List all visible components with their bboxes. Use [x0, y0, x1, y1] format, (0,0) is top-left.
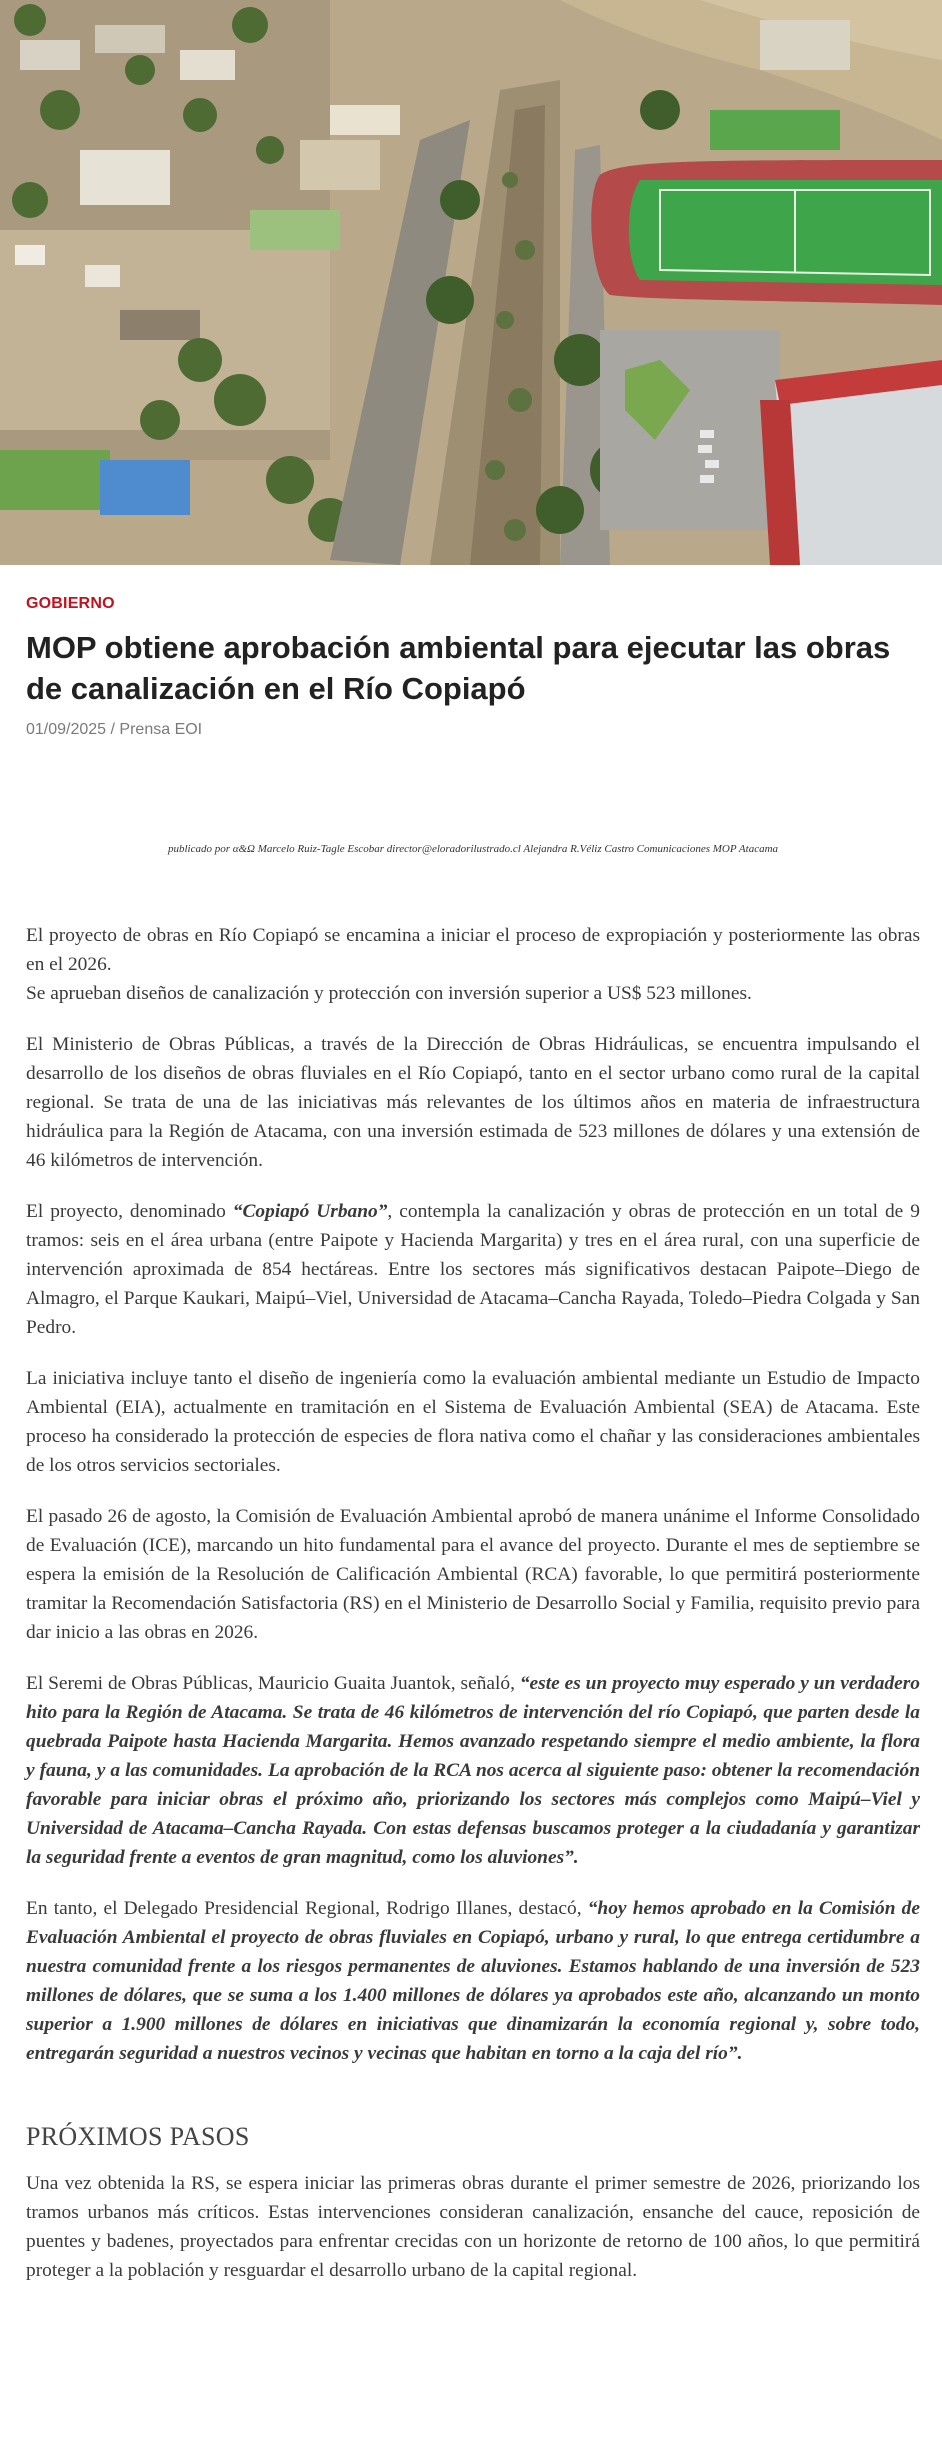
seremi-quote: “este es un proyecto muy esperado y un verdadero hito para la Región de Atacama. Se trata de 46 kilómetros de intervención del río Copiapó, que parten desde la quebrada Paipote hasta Hacienda Margarita. Hemos avanzado respetando siempre el medio ambiente, la flora y fauna, y a las comunidades. La aprobación de la RCA nos acerca al siguiente paso: obtener la recomendación favorable para iniciar obras el próximo año, priorizando los sectores más complejos como Maipú–Viel y Universidad de Atacama–Cancha Rayada. Con estas defensas buscamos proteger a la ciudadanía y garantizar la seguridad frente a eventos de gran magnitud, como los aluviones”. — [26, 1673, 920, 1868]
paragraph-6 — [26, 1669, 920, 1872]
publish-date: 01/09/2025 — [26, 721, 107, 738]
lead-paragraph — [26, 921, 920, 1008]
paragraph-8: Una vez obtenida la RS, se espera iniciar las primeras obras durante el primer semestre de 2026, priorizando los tramos urbanos más críticos. Estas intervenciones consideran canalización, ensanche del cauce, reposición de puentes y badenes, proyectados para enfrentar crecidas con un horizonte de retorno de 100 años, lo que permitirá proteger a la población y resguardar el desarrollo urbano de la capital regional. — [26, 2173, 920, 2281]
paragraph-7-intro: En tanto, el Delegado Presidencial Regional, Rodrigo Illanes, destacó, — [26, 1898, 588, 1919]
paragraph-7 — [26, 1894, 920, 2068]
article-meta — [26, 721, 920, 739]
paragraph-3-intro: El proyecto, denominado — [26, 1201, 233, 1222]
article-body — [26, 921, 920, 2285]
lead-line-1: El proyecto de obras en Río Copiapó se encamina a iniciar el proceso de expropiación y posteriormente las obras en el 2026. — [26, 925, 920, 975]
category-tag[interactable]: GOBIERNO — [26, 595, 115, 612]
lead-line-2: Se aprueban diseños de canalización y protección con inversión superior a US$ 523 millones. — [26, 983, 752, 1004]
paragraph-4: La iniciativa incluye tanto el diseño de ingeniería como la evaluación ambiental mediante un Estudio de Impacto Ambiental (EIA), actualmente en tramitación en el Sistema de Evaluación Ambiental (SEA) de Atacama. Este proceso ha considerado la protección de especies de flora nativa como el chañar y las consideraciones ambientales de los otros servicios sectoriales. — [26, 1368, 920, 1476]
paragraph-3-rest: , contempla la canalización y obras de protección en un total de 9 tramos: seis en el área urbana (entre Paipote y Hacienda Margarita) y tres en el área rural, con una superficie de intervención aproximada de 854 hectáreas. Entre los sectores más significativos destacan Paipote–Diego de Almagro, el Parque Kaukari, Maipú–Viel, Universidad de Atacama–Cancha Rayada, Toledo–Piedra Colgada y San Pedro. — [26, 1201, 920, 1338]
hero-image — [0, 0, 942, 565]
meta-separator: / — [106, 721, 120, 738]
paragraph-6-intro: El Seremi de Obras Públicas, Mauricio Guaita Juantok, señaló, — [26, 1673, 520, 1694]
paragraph-5: El pasado 26 de agosto, la Comisión de Evaluación Ambiental aprobó de manera unánime el Informe Consolidado de Evaluación (ICE), marcando un hito fundamental para el avance del proyecto. Durante el mes de septiembre se espera la emisión de la Resolución de Calificación Ambiental (RCA) favorable, lo que permitirá posteriormente tramitar la Recomendación Satisfactoria (RS) en el Ministerio de Desarrollo Social y Familia, requisito previo para dar inicio a las obras en 2026. — [26, 1506, 920, 1643]
article — [26, 565, 920, 2307]
article-title: MOP obtiene aprobación ambiental para ejecutar las obras de canalización en el Río Copiapó — [26, 630, 891, 706]
section-heading: PRÓXIMOS PASOS — [26, 2122, 250, 2151]
publication-credit: publicado por α&Ω Marcelo Ruiz-Tagle Escobar director@eloradorilustrado.cl Alejandra R.Véliz Castro Comunicaciones MOP Atacama — [167, 843, 779, 855]
delegado-quote: “hoy hemos aprobado en la Comisión de Evaluación Ambiental el proyecto de obras fluviales en Copiapó, urbano y rural, lo que entrega certidumbre a nuestra comunidad frente a los riesgos permanentes de aluviones. Estamos hablando de una inversión de 523 millones de dólares, que se suma a los 1.400 millones de dólares ya aprobados este año, alcanzando un monto superior a 1.900 millones de dólares en iniciativas que dinamizarán la economía regional y, sobre todo, entregarán seguridad a nuestros vecinos y vecinas que habitan en torno a la caja del río”. — [26, 1898, 920, 2064]
paragraph-3 — [26, 1197, 920, 1342]
hero-aerial-photo — [0, 0, 942, 565]
author-link[interactable]: Prensa EOI — [119, 721, 203, 738]
project-name: “Copiapó Urbano” — [232, 1201, 388, 1222]
paragraph-2: El Ministerio de Obras Públicas, a través de la Dirección de Obras Hidráulicas, se encuentra impulsando el desarrollo de los diseños de obras fluviales en el Río Copiapó, tanto en el sector urbano como rural de la capital regional. Se trata de una de las iniciativas más relevantes de los últimos años en materia de infraestructura hidráulica para la Región de Atacama, con una inversión estimada de 523 millones de dólares y una extensión de 46 kilómetros de intervención. — [26, 1034, 920, 1171]
